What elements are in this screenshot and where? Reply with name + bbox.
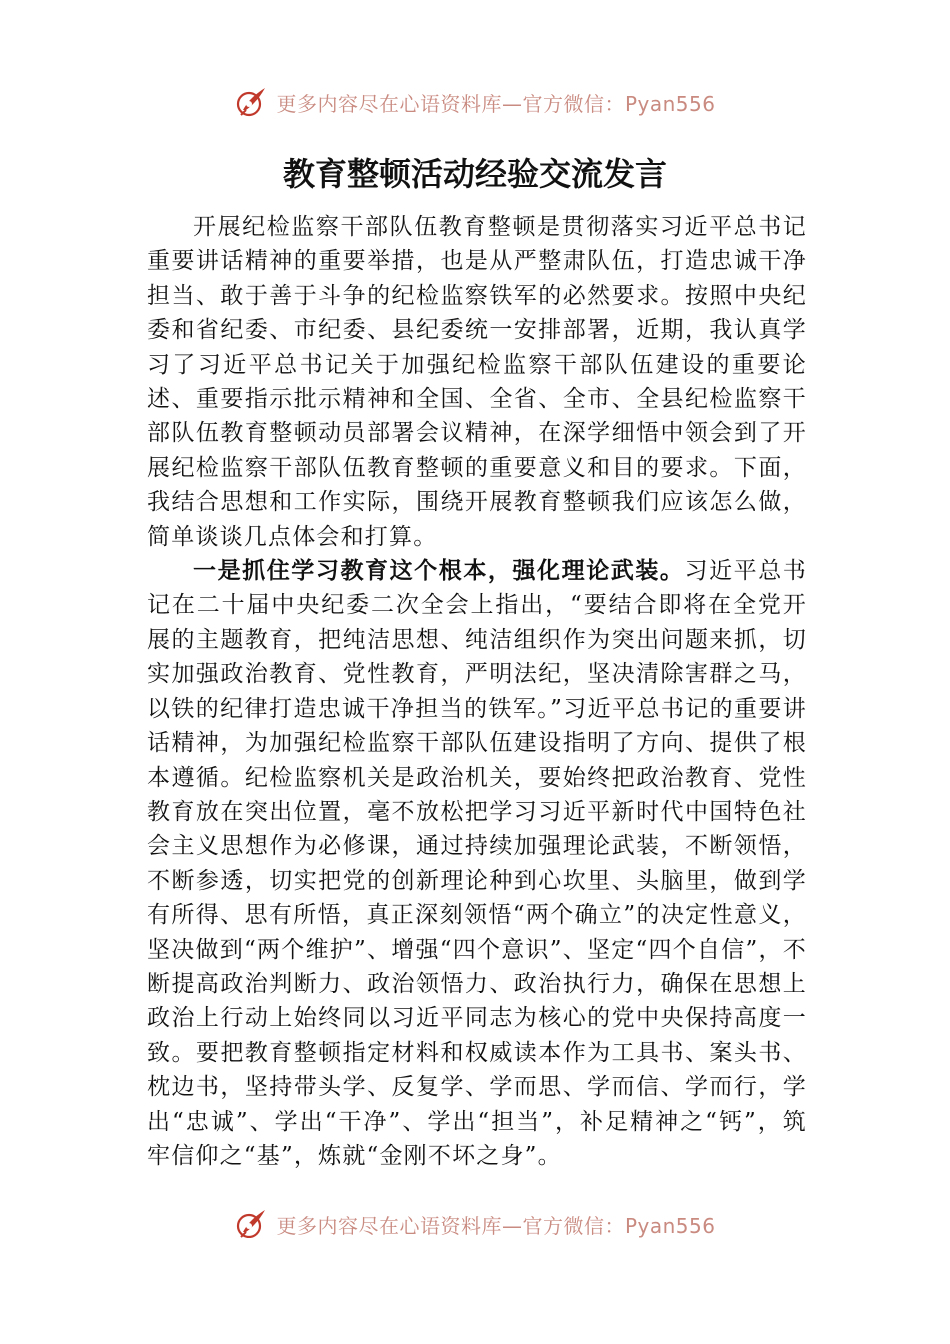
paragraph-lead-heading: 一是抓住学习教育这个根本，强化理论武装。 <box>193 557 685 585</box>
paragraph-point-one <box>147 554 807 1173</box>
document-title: 教育整顿活动经验交流发言 <box>282 155 667 193</box>
quill-logo-icon <box>234 85 268 119</box>
quill-logo-icon <box>234 1207 268 1238</box>
header-watermark-banner <box>0 80 950 124</box>
watermark-text: 更多内容尽在心语资料库—官方微信：Pyan556 <box>276 91 716 116</box>
paragraph-text: 开展纪检监察干部队伍教育整顿是贯彻落实习近平总书记重要讲话精神的重要举措，也是从严整肃队伍，打造忠诚干净担当、敢于善于斗争的纪检监察铁军的必然要求。按照中央纪委和省纪委、市纪委、县纪委统一安排部署，近期，我认真学习了习近平总书记关于加强纪检监察干部队伍建设的重要论述、重要指示批示精神和全国、全省、全市、全县纪检监察干部队伍教育整顿动员部署会议精神，在深学细悟中领会到了开展纪检监察干部队伍教育整顿的重要意义和目的要求。下面，我结合思想和工作实际，围绕开展教育整顿我们应该怎么做，简单谈谈几点体会和打算。 <box>147 214 807 550</box>
document-body <box>147 210 807 1173</box>
paragraph-intro <box>147 210 807 554</box>
footer-watermark-banner <box>0 1198 950 1238</box>
paragraph-text: 习近平总书记在二十届中央纪委二次全会上指出，“要结合即将在全党开展的主题教育，把纯洁思想、纯洁组织作为突出问题来抓，切实加强政治教育、党性教育，严明法纪，坚决清除害群之马，以铁的纪律打造忠诚干净担当的铁军。”习近平总书记的重要讲话精神，为加强纪检监察干部队伍建设指明了方向、提供了根本遵循。纪检监察机关是政治机关，要始终把政治教育、党性教育放在突出位置，毫不放松把学习习近平新时代中国特色社会主义思想作为必修课，通过持续加强理论武装，不断领悟，不断参透，切实把党的创新理论种到心坎里、头脑里，做到学有所得、思有所悟，真正深刻领悟“两个确立”的决定性意义，坚决做到“两个维护”、增强“四个意识”、坚定“四个自信”，不断提高政治判断力、政治领悟力、政治执行力，确保在思想上政治上行动上始终同以习近平同志为核心的党中央保持高度一致。要把教育整顿指定材料和权威读本作为工具书、案头书、枕边书，坚持带头学、反复学、学而思、学而信、学而行，学出“忠诚”、学出“干净”、学出“担当”，补足精神之“钙”，筑牢信仰之“基”，炼就“金刚不坏之身”。 <box>147 558 807 1169</box>
watermark-text: 更多内容尽在心语资料库—官方微信：Pyan556 <box>276 1213 716 1238</box>
